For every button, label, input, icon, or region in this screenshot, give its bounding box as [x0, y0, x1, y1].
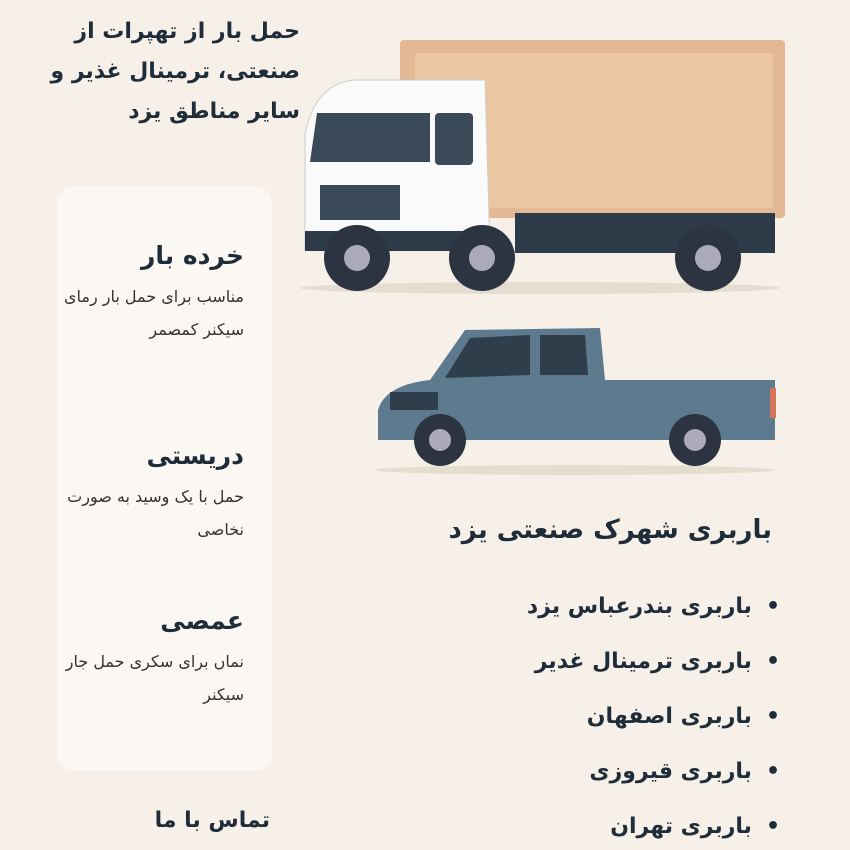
bullet-icon: • — [765, 704, 780, 729]
section-retail-cargo — [54, 241, 244, 346]
service-label: باربری اصفهان — [586, 704, 752, 729]
bullet-icon: • — [765, 814, 780, 839]
section-general — [54, 606, 244, 711]
headline: حمل بار از تهپرات از صنعتی، ترمینال غذیر و سایر مناطق یزد — [50, 19, 300, 124]
section-title: دریستی — [146, 441, 244, 470]
section-text: مناسب برای حمل بار رمای سیکنر کمصمر — [64, 287, 244, 339]
section-text: نماں برای سکری حمل جار سیکنر — [65, 652, 244, 704]
bullet-icon: • — [765, 759, 780, 784]
list-item — [527, 805, 780, 850]
list-item — [527, 640, 780, 695]
bullet-icon: • — [765, 594, 780, 619]
services-list — [527, 585, 780, 850]
list-item — [527, 585, 780, 640]
service-label: باربری ترمینال غدیر — [534, 649, 752, 674]
bullet-icon: • — [765, 649, 780, 674]
service-label: باربری تهران — [610, 814, 752, 839]
pickup-truck-illustration — [370, 320, 780, 480]
service-types-card — [57, 186, 272, 771]
section-title: خرده بار — [140, 241, 244, 270]
section-title: عمصی — [160, 606, 244, 635]
section-exclusive — [54, 441, 244, 546]
box-truck-illustration — [295, 35, 795, 300]
main-title: باربری شهرک صنعتی یزد — [448, 515, 772, 545]
service-label: باربری بندرعباس یزد — [526, 594, 752, 619]
list-item — [527, 695, 780, 750]
service-label: باربری قیروزی — [589, 759, 752, 784]
contact-us-link[interactable]: تماس با ما — [154, 808, 270, 833]
list-item — [527, 750, 780, 805]
section-text: حمل با یک وسید به صورت نخاصی — [67, 487, 244, 539]
